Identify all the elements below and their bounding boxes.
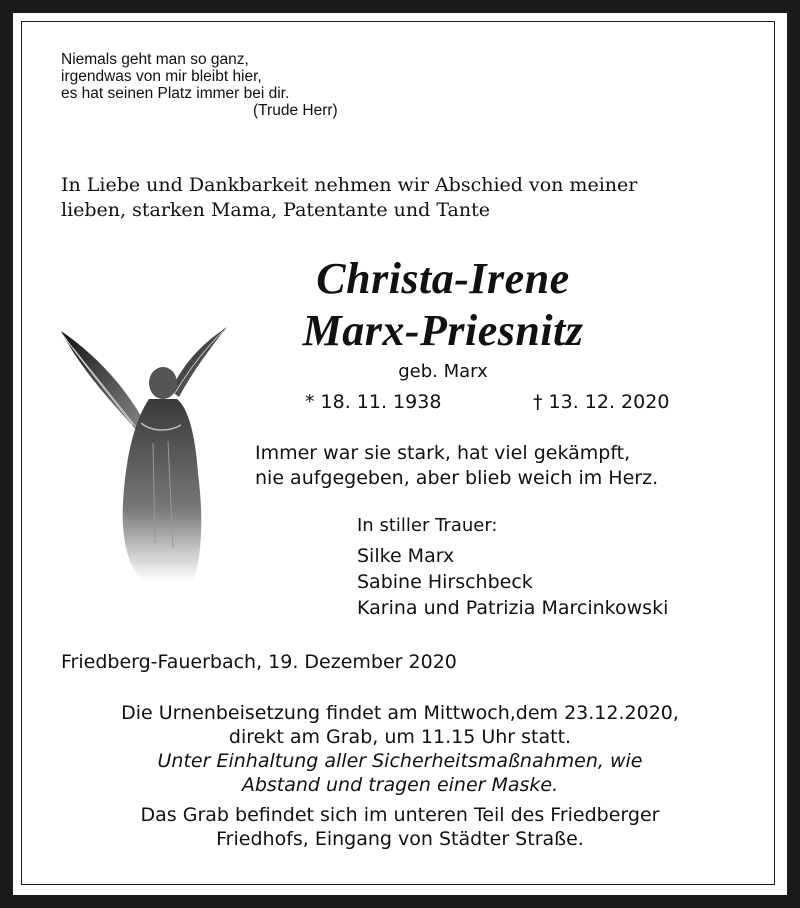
intro-line: In Liebe und Dankbarkeit nehmen wir Abschied von meiner — [61, 174, 638, 196]
mourners-list — [357, 543, 668, 621]
last-name: Marx-Priesnitz — [302, 306, 584, 355]
birth-name: geb. Marx — [398, 361, 488, 382]
service-notice: Unter Einhaltung aller Sicherheitsmaßnahmen, wie — [157, 750, 643, 772]
service-line: direkt am Grab, um 11.15 Uhr statt. — [228, 726, 572, 748]
place-date: Friedberg-Fauerbach, 19. Dezember 2020 — [61, 651, 457, 673]
motto-line: Immer war sie stark, hat viel gekämpft, — [255, 442, 631, 464]
grave-location: Friedhofs, Eingang von Städter Straße. — [216, 828, 584, 850]
obituary-card — [13, 13, 787, 895]
death-date: † 13. 12. 2020 — [533, 391, 670, 413]
service-info — [43, 701, 757, 851]
grave-location: Das Grab befindet sich im unteren Teil des Friedberger — [140, 804, 660, 826]
quote-line: irgendwas von mir bleibt hier, — [61, 68, 262, 85]
birth-date: * 18. 11. 1938 — [305, 391, 442, 413]
quote-block — [61, 51, 338, 119]
deceased-name — [253, 253, 633, 357]
motto-line: nie aufgegeben, aber blieb weich im Herz. — [255, 467, 659, 489]
intro-text — [61, 173, 637, 223]
quote-line: es hat seinen Platz immer bei dir. — [61, 85, 290, 102]
mourners-title: In stiller Trauer: — [357, 515, 498, 536]
first-name: Christa-Irene — [316, 254, 570, 303]
mourner-name: Karina und Patrizia Marcinkowski — [357, 597, 669, 619]
quote-author: (Trude Herr) — [253, 102, 338, 119]
service-line: Die Urnenbeisetzung findet am Mittwoch,dem 23.12.2020, — [121, 702, 679, 724]
service-notice: Abstand und tragen einer Maske. — [241, 774, 559, 796]
angel-illustration — [53, 313, 253, 583]
motto-text — [255, 441, 658, 491]
mourner-name: Silke Marx — [357, 545, 455, 567]
intro-line: lieben, starken Mama, Patentante und Tante — [61, 199, 490, 221]
quote-line: Niemals geht man so ganz, — [61, 51, 249, 68]
mourner-name: Sabine Hirschbeck — [357, 571, 533, 593]
